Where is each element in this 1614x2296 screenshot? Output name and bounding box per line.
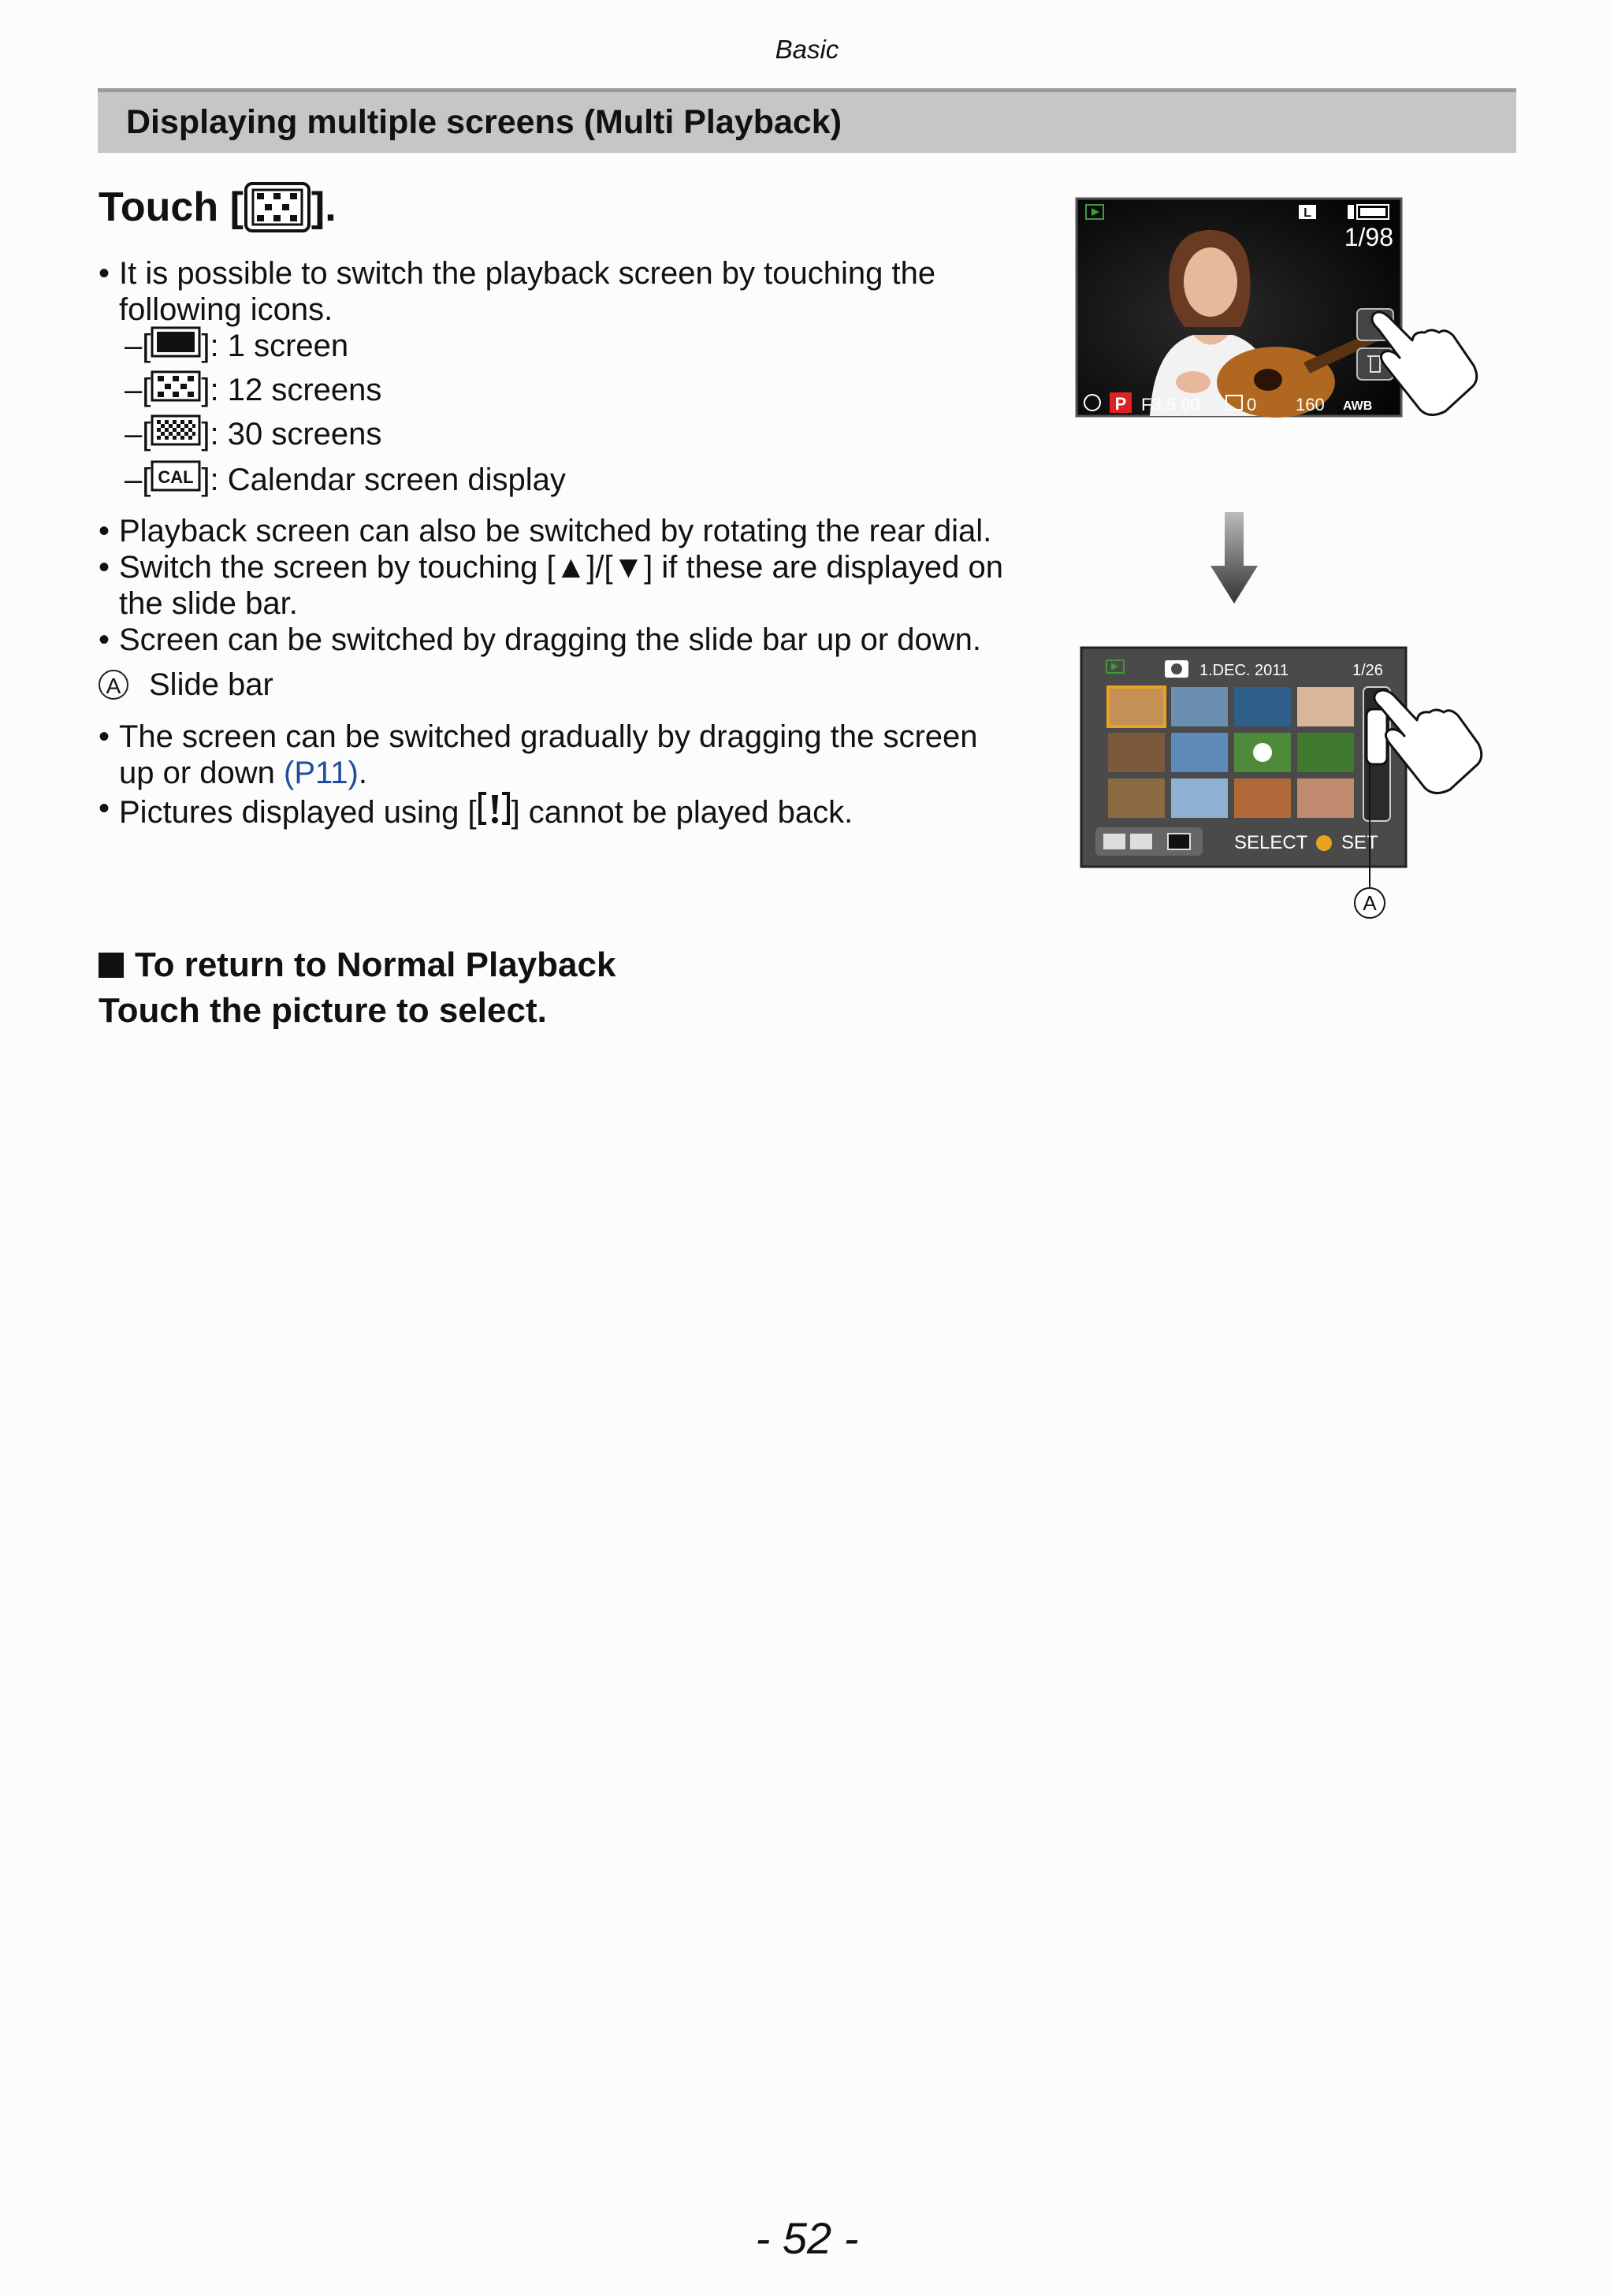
bullet-continuation: the slide bar. xyxy=(119,586,298,621)
bullet-text: It is possible to switch the playback screen by touching the xyxy=(119,256,936,291)
multi-playback-icon xyxy=(244,181,311,233)
playback-date: 1.DEC. 2011 xyxy=(1199,662,1289,679)
page-link-p11[interactable]: (P11) xyxy=(284,756,359,790)
slide-bar-thumb xyxy=(1367,709,1387,764)
ev-readout: 0 xyxy=(1247,395,1257,414)
return-instruction: Touch the picture to select. xyxy=(99,991,547,1030)
touch-instruction xyxy=(99,181,337,233)
twelve-grid-icon xyxy=(151,370,201,410)
page-counter: 1/26 xyxy=(1352,662,1383,679)
exposure-readout: F3.5 60 xyxy=(1141,395,1200,414)
mode-indicator: P xyxy=(1114,394,1127,414)
thirty-grid-icon xyxy=(151,414,201,454)
calendar-icon-text: CAL xyxy=(158,467,194,487)
single-screen-icon xyxy=(151,326,201,366)
select-label: SELECT xyxy=(1234,832,1308,853)
icon-option-1-screen: –[ ] : 1 screen xyxy=(125,326,348,366)
section-banner xyxy=(98,88,1516,153)
page-number: - 52 - xyxy=(755,2213,859,2263)
down-arrow-icon: ▼ xyxy=(612,550,645,585)
icon-option-30-screens: –[ ] : 30 screens xyxy=(125,414,381,454)
up-arrow-icon: ▲ xyxy=(555,550,587,585)
bullet-continuation: up or down (P11). xyxy=(119,756,367,790)
touch-suffix: ]. xyxy=(311,184,337,230)
image-counter: 1/98 xyxy=(1344,223,1393,251)
wb-readout: AWB xyxy=(1343,399,1373,413)
marker-a-label: A xyxy=(1363,891,1377,915)
camera-screen-multi xyxy=(1080,646,1489,922)
icon-option-calendar: –[ CAL ] : Calendar screen display xyxy=(125,460,566,500)
touch-prefix: Touch [ xyxy=(99,184,244,230)
iso-readout: 160 xyxy=(1296,395,1325,414)
square-bullet-icon xyxy=(99,953,124,978)
calendar-cal-icon xyxy=(151,460,201,500)
size-indicator: L xyxy=(1303,206,1311,220)
banner-title: Displaying multiple screens (Multi Playback) xyxy=(126,103,842,141)
section-header: Basic xyxy=(775,35,839,64)
icon-option-12-screens: –[ ] : 12 screens xyxy=(125,370,381,410)
down-arrow-icon xyxy=(1209,511,1259,605)
camera-screen-single xyxy=(1075,197,1485,425)
exclamation-bracket-icon xyxy=(477,790,511,834)
return-heading: To return to Normal Playback xyxy=(99,946,615,985)
bullet-continuation: following icons. xyxy=(119,292,333,327)
set-label: SET xyxy=(1341,832,1378,853)
slide-bar-legend: A Slide bar xyxy=(99,667,273,703)
marker-a: A xyxy=(99,670,128,700)
